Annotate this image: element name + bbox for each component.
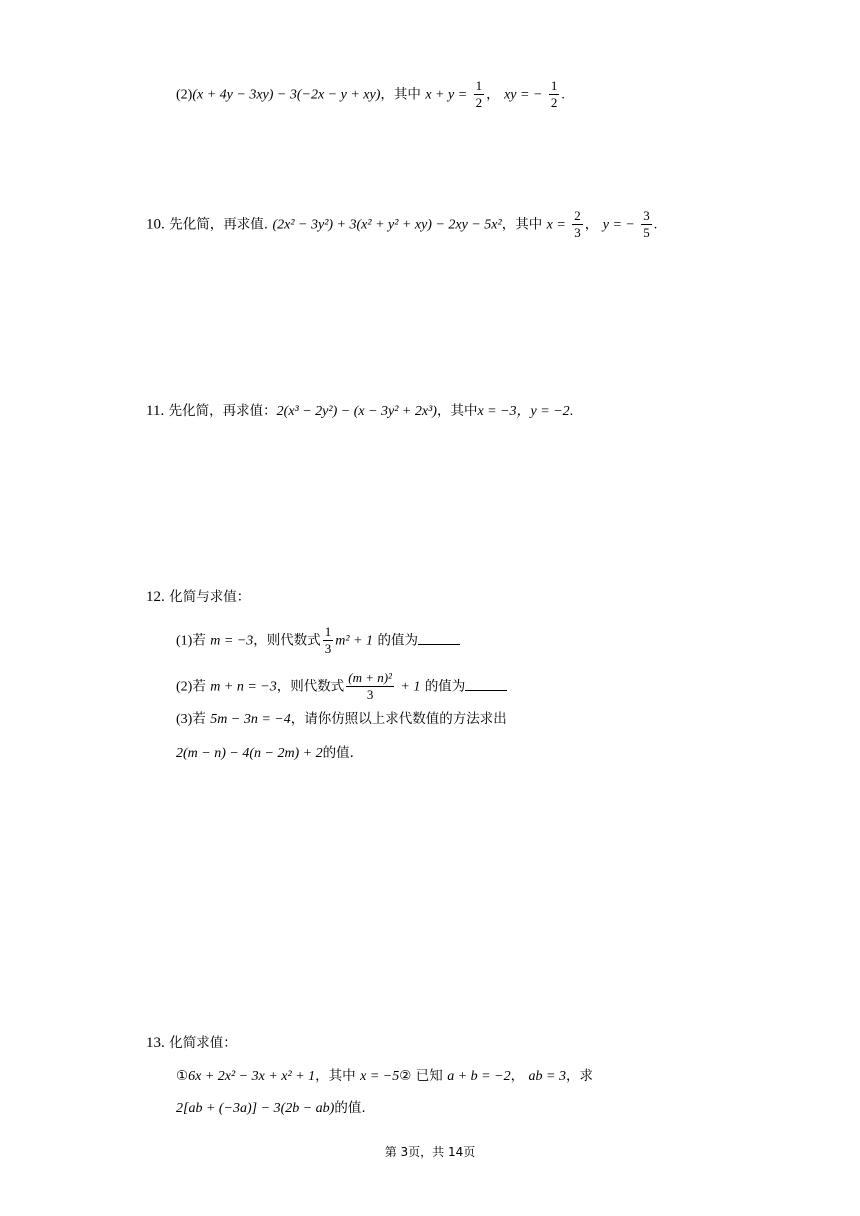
answer-blank[interactable] — [418, 630, 460, 645]
problem-11 — [146, 401, 573, 422]
end-text: 的值. — [334, 1100, 366, 1116]
problem-12-part-2 — [176, 670, 507, 703]
condition: 5m − 3n = −4 — [210, 712, 291, 727]
problem-12-part-3 — [176, 709, 507, 730]
part-label: (2) — [176, 679, 193, 695]
instruction: 先化简，再求值： — [168, 403, 277, 419]
period: . — [569, 404, 574, 419]
x-condition-lhs: x = — [546, 217, 566, 233]
separator: ， — [584, 216, 599, 233]
fraction — [323, 624, 334, 657]
condition-2-lhs: xy = − — [504, 87, 543, 103]
fraction — [549, 78, 560, 111]
part-label: (2) — [176, 87, 193, 103]
fraction — [572, 208, 583, 241]
numerator: 1 — [550, 78, 558, 93]
denominator: 3 — [324, 641, 332, 656]
end-text: 的值. — [322, 745, 354, 761]
question-number: 12. — [146, 589, 165, 605]
condition-2: ab = 3 — [528, 1069, 566, 1084]
problem-12-heading — [146, 587, 250, 607]
if-text: 若 — [192, 632, 206, 649]
period: . — [653, 217, 658, 233]
where-text: ，其中 — [380, 86, 421, 103]
condition: m = −3 — [210, 633, 254, 649]
expression: (2x² − 3y²) + 3(x² + y² + xy) − 2xy − 5x² — [272, 217, 502, 233]
denominator: 2 — [550, 95, 558, 110]
end-text: 的值为 — [377, 632, 419, 649]
ask-text: ，求 — [565, 1068, 593, 1084]
condition: m + n = −3 — [210, 679, 277, 695]
condition: x = −3，y = −2 — [477, 404, 570, 419]
denominator: 3 — [574, 225, 581, 240]
y-condition-lhs: y = − — [602, 217, 635, 233]
fraction — [346, 670, 394, 703]
page-footer: 第 3页，共 14页 — [384, 1145, 476, 1159]
where-text: ，其中 — [501, 216, 543, 233]
known-text: 已知 — [415, 1068, 443, 1084]
instruction: ，请你仿照以上求代数值的方法求出 — [290, 711, 507, 727]
part-label: (1) — [176, 633, 193, 649]
if-text: 若 — [192, 678, 206, 695]
numerator: 2 — [574, 208, 581, 223]
problem-12-part-1 — [176, 624, 460, 657]
problem-13-heading — [146, 1033, 237, 1053]
where-text: ，其中 — [315, 1068, 356, 1084]
condition-1-lhs: x + y = — [425, 87, 468, 103]
numerator: 3 — [643, 208, 650, 223]
question-number: 11. — [146, 403, 165, 419]
problem-10 — [146, 208, 657, 241]
fraction — [641, 208, 652, 241]
end-text: 的值为 — [424, 678, 466, 695]
instruction: 先化简，再求值. — [169, 216, 268, 233]
numerator: 1 — [475, 78, 483, 93]
question-number: 10. — [146, 216, 165, 233]
denominator: 2 — [475, 95, 483, 110]
problem-12-part-3-expression — [176, 743, 354, 764]
period: . — [561, 87, 565, 103]
denominator: 5 — [643, 225, 650, 240]
problem-13-line-2 — [176, 1098, 366, 1119]
condition: x = −5 — [360, 1069, 400, 1084]
mid-text: ，则代数式 — [253, 632, 321, 649]
expression: (x + 4y − 3xy) − 3(−2x − y + xy) — [192, 87, 381, 103]
title: 化简求值： — [169, 1035, 237, 1051]
fraction — [474, 78, 485, 111]
expression: 2(m − n) − 4(n − 2m) + 2 — [176, 746, 323, 761]
expression-tail: + 1 — [400, 679, 421, 695]
separator: ， — [486, 86, 500, 103]
expression-tail: m² + 1 — [335, 633, 374, 649]
numerator: 1 — [324, 624, 332, 639]
condition-1: a + b = −2 — [447, 1069, 511, 1084]
expression: 6x + 2x² − 3x + x² + 1 — [188, 1069, 316, 1084]
if-text: 若 — [192, 711, 206, 727]
expression: 2[ab + (−3a)] − 3(2b − ab) — [176, 1101, 335, 1116]
mid-text: ，则代数式 — [276, 678, 345, 695]
question-number: 13. — [146, 1035, 165, 1051]
circled-one-mark: ① — [176, 1068, 189, 1084]
circled-two-mark: ② — [399, 1068, 412, 1084]
expression: 2(x³ − 2y²) − (x − 3y² + 2x³) — [276, 404, 437, 419]
problem-9-part-2 — [176, 78, 565, 111]
part-label: (3) — [176, 712, 193, 727]
answer-blank[interactable] — [465, 676, 507, 691]
problem-13-line-1 — [176, 1066, 593, 1087]
numerator: (m + n)² — [348, 670, 392, 685]
where-text: ，其中 — [436, 403, 478, 419]
denominator: 3 — [366, 687, 374, 702]
title: 化简与求值： — [169, 589, 251, 605]
separator: ， — [510, 1068, 525, 1084]
